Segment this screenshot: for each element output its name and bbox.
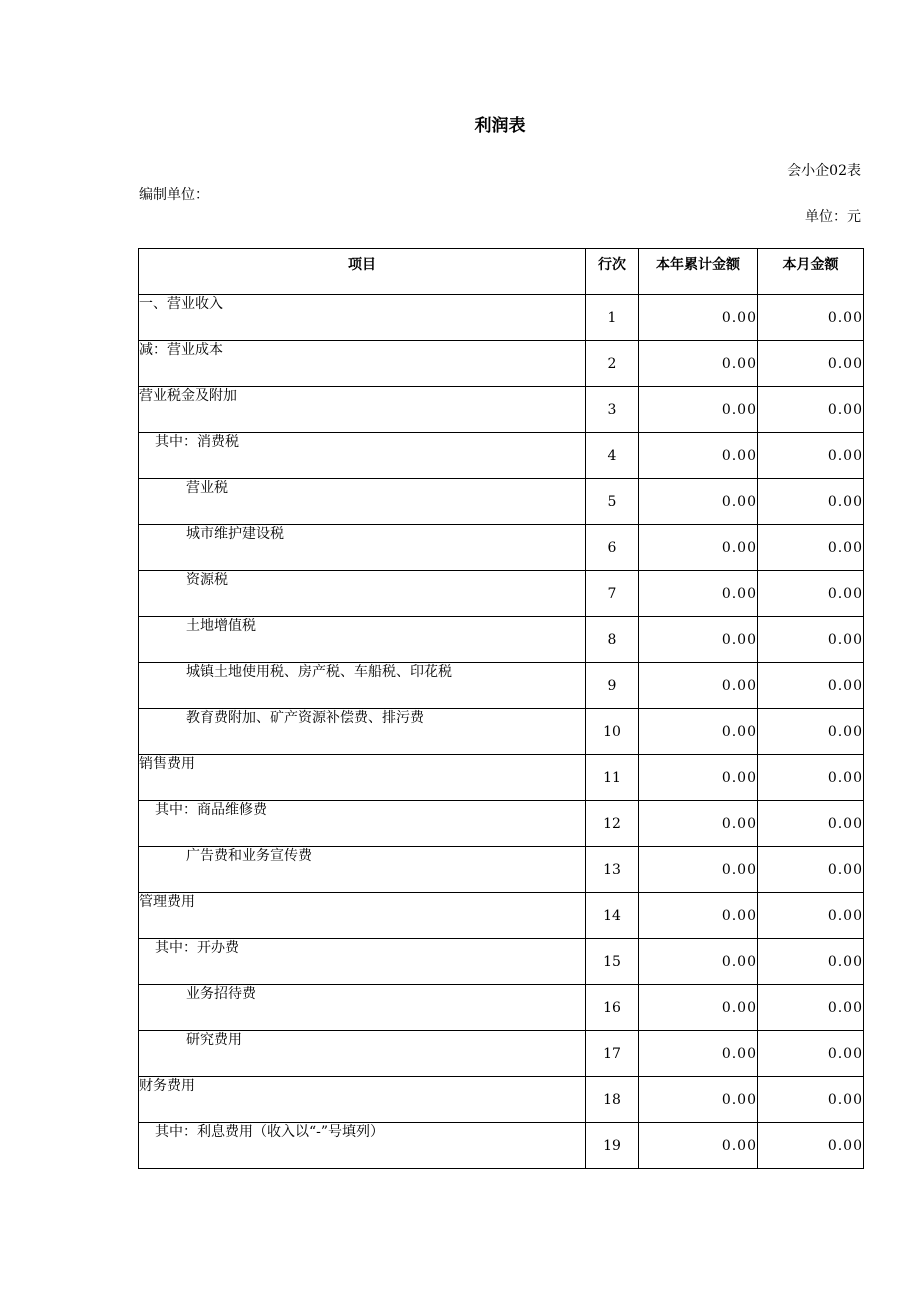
- row-ytd-amount: 0.00: [639, 387, 758, 433]
- table-row: [139, 1031, 864, 1077]
- row-month-amount: 0.00: [758, 985, 864, 1031]
- row-ytd-amount: 0.00: [639, 525, 758, 571]
- row-month-amount: 0.00: [758, 341, 864, 387]
- row-ytd-amount: 0.00: [639, 709, 758, 755]
- row-ytd-amount: 0.00: [639, 893, 758, 939]
- row-month-amount: 0.00: [758, 801, 864, 847]
- row-month-amount: 0.00: [758, 1031, 864, 1077]
- row-item: 减：营业成本: [139, 341, 586, 387]
- table-row: [139, 755, 864, 801]
- table-row: [139, 295, 864, 341]
- table-row: [139, 663, 864, 709]
- row-line: 16: [586, 985, 639, 1031]
- row-ytd-amount: 0.00: [639, 801, 758, 847]
- row-ytd-amount: 0.00: [639, 1123, 758, 1169]
- table-row: [139, 341, 864, 387]
- row-month-amount: 0.00: [758, 1077, 864, 1123]
- table-row: [139, 525, 864, 571]
- row-ytd-amount: 0.00: [639, 985, 758, 1031]
- row-item: 广告费和业务宣传费: [139, 847, 586, 893]
- row-month-amount: 0.00: [758, 617, 864, 663]
- table-row: [139, 709, 864, 755]
- row-ytd-amount: 0.00: [639, 479, 758, 525]
- table-row: [139, 571, 864, 617]
- row-item: 资源税: [139, 571, 586, 617]
- row-line: 10: [586, 709, 639, 755]
- row-ytd-amount: 0.00: [639, 617, 758, 663]
- compiler-label: 编制单位：: [139, 187, 209, 203]
- page-title: 利润表: [474, 116, 526, 136]
- table-row: [139, 1077, 864, 1123]
- row-line: 4: [586, 433, 639, 479]
- table-row: [139, 801, 864, 847]
- row-item: 城市维护建设税: [139, 525, 586, 571]
- row-month-amount: 0.00: [758, 295, 864, 341]
- row-month-amount: 0.00: [758, 847, 864, 893]
- row-line: 17: [586, 1031, 639, 1077]
- row-month-amount: 0.00: [758, 755, 864, 801]
- row-line: 13: [586, 847, 639, 893]
- table-header-row: [139, 249, 864, 295]
- form-code: 会小企02表: [787, 163, 861, 179]
- row-line: 7: [586, 571, 639, 617]
- row-line: 1: [586, 295, 639, 341]
- row-item: 管理费用: [139, 893, 586, 939]
- row-ytd-amount: 0.00: [639, 755, 758, 801]
- row-ytd-amount: 0.00: [639, 939, 758, 985]
- header-item: 项目: [139, 249, 586, 295]
- row-item: 营业税金及附加: [139, 387, 586, 433]
- row-line: 15: [586, 939, 639, 985]
- row-item: 销售费用: [139, 755, 586, 801]
- income-statement-table: [138, 248, 864, 1169]
- row-item: 营业税: [139, 479, 586, 525]
- table-row: [139, 985, 864, 1031]
- row-month-amount: 0.00: [758, 1123, 864, 1169]
- row-month-amount: 0.00: [758, 479, 864, 525]
- row-month-amount: 0.00: [758, 571, 864, 617]
- table-row: [139, 939, 864, 985]
- header-ytd: 本年累计金额: [639, 249, 758, 295]
- row-line: 3: [586, 387, 639, 433]
- row-month-amount: 0.00: [758, 433, 864, 479]
- row-item: 其中：商品维修费: [139, 801, 586, 847]
- table-row: [139, 479, 864, 525]
- row-line: 8: [586, 617, 639, 663]
- row-item: 财务费用: [139, 1077, 586, 1123]
- row-item: 业务招待费: [139, 985, 586, 1031]
- row-line: 2: [586, 341, 639, 387]
- row-line: 5: [586, 479, 639, 525]
- row-line: 12: [586, 801, 639, 847]
- row-item: 土地增值税: [139, 617, 586, 663]
- table-row: [139, 433, 864, 479]
- row-ytd-amount: 0.00: [639, 433, 758, 479]
- row-ytd-amount: 0.00: [639, 341, 758, 387]
- row-line: 19: [586, 1123, 639, 1169]
- row-line: 11: [586, 755, 639, 801]
- table-row: [139, 387, 864, 433]
- table-row: [139, 847, 864, 893]
- row-month-amount: 0.00: [758, 387, 864, 433]
- table-row: [139, 617, 864, 663]
- row-ytd-amount: 0.00: [639, 1077, 758, 1123]
- row-ytd-amount: 0.00: [639, 663, 758, 709]
- row-item: 其中：开办费: [139, 939, 586, 985]
- row-item: 其中：利息费用（收入以“-”号填列）: [139, 1123, 586, 1169]
- row-item: 教育费附加、矿产资源补偿费、排污费: [139, 709, 586, 755]
- row-month-amount: 0.00: [758, 939, 864, 985]
- row-item: 一、营业收入: [139, 295, 586, 341]
- unit-label: 单位：元: [805, 209, 861, 225]
- row-item: 研究费用: [139, 1031, 586, 1077]
- row-ytd-amount: 0.00: [639, 295, 758, 341]
- row-month-amount: 0.00: [758, 525, 864, 571]
- header-month: 本月金额: [758, 249, 864, 295]
- table-row: [139, 1123, 864, 1169]
- row-ytd-amount: 0.00: [639, 1031, 758, 1077]
- header-line: 行次: [586, 249, 639, 295]
- row-ytd-amount: 0.00: [639, 847, 758, 893]
- row-month-amount: 0.00: [758, 663, 864, 709]
- row-line: 9: [586, 663, 639, 709]
- table-row: [139, 893, 864, 939]
- row-line: 14: [586, 893, 639, 939]
- row-line: 18: [586, 1077, 639, 1123]
- row-ytd-amount: 0.00: [639, 571, 758, 617]
- row-item: 城镇土地使用税、房产税、车船税、印花税: [139, 663, 586, 709]
- row-item: 其中：消费税: [139, 433, 586, 479]
- row-month-amount: 0.00: [758, 893, 864, 939]
- row-month-amount: 0.00: [758, 709, 864, 755]
- row-line: 6: [586, 525, 639, 571]
